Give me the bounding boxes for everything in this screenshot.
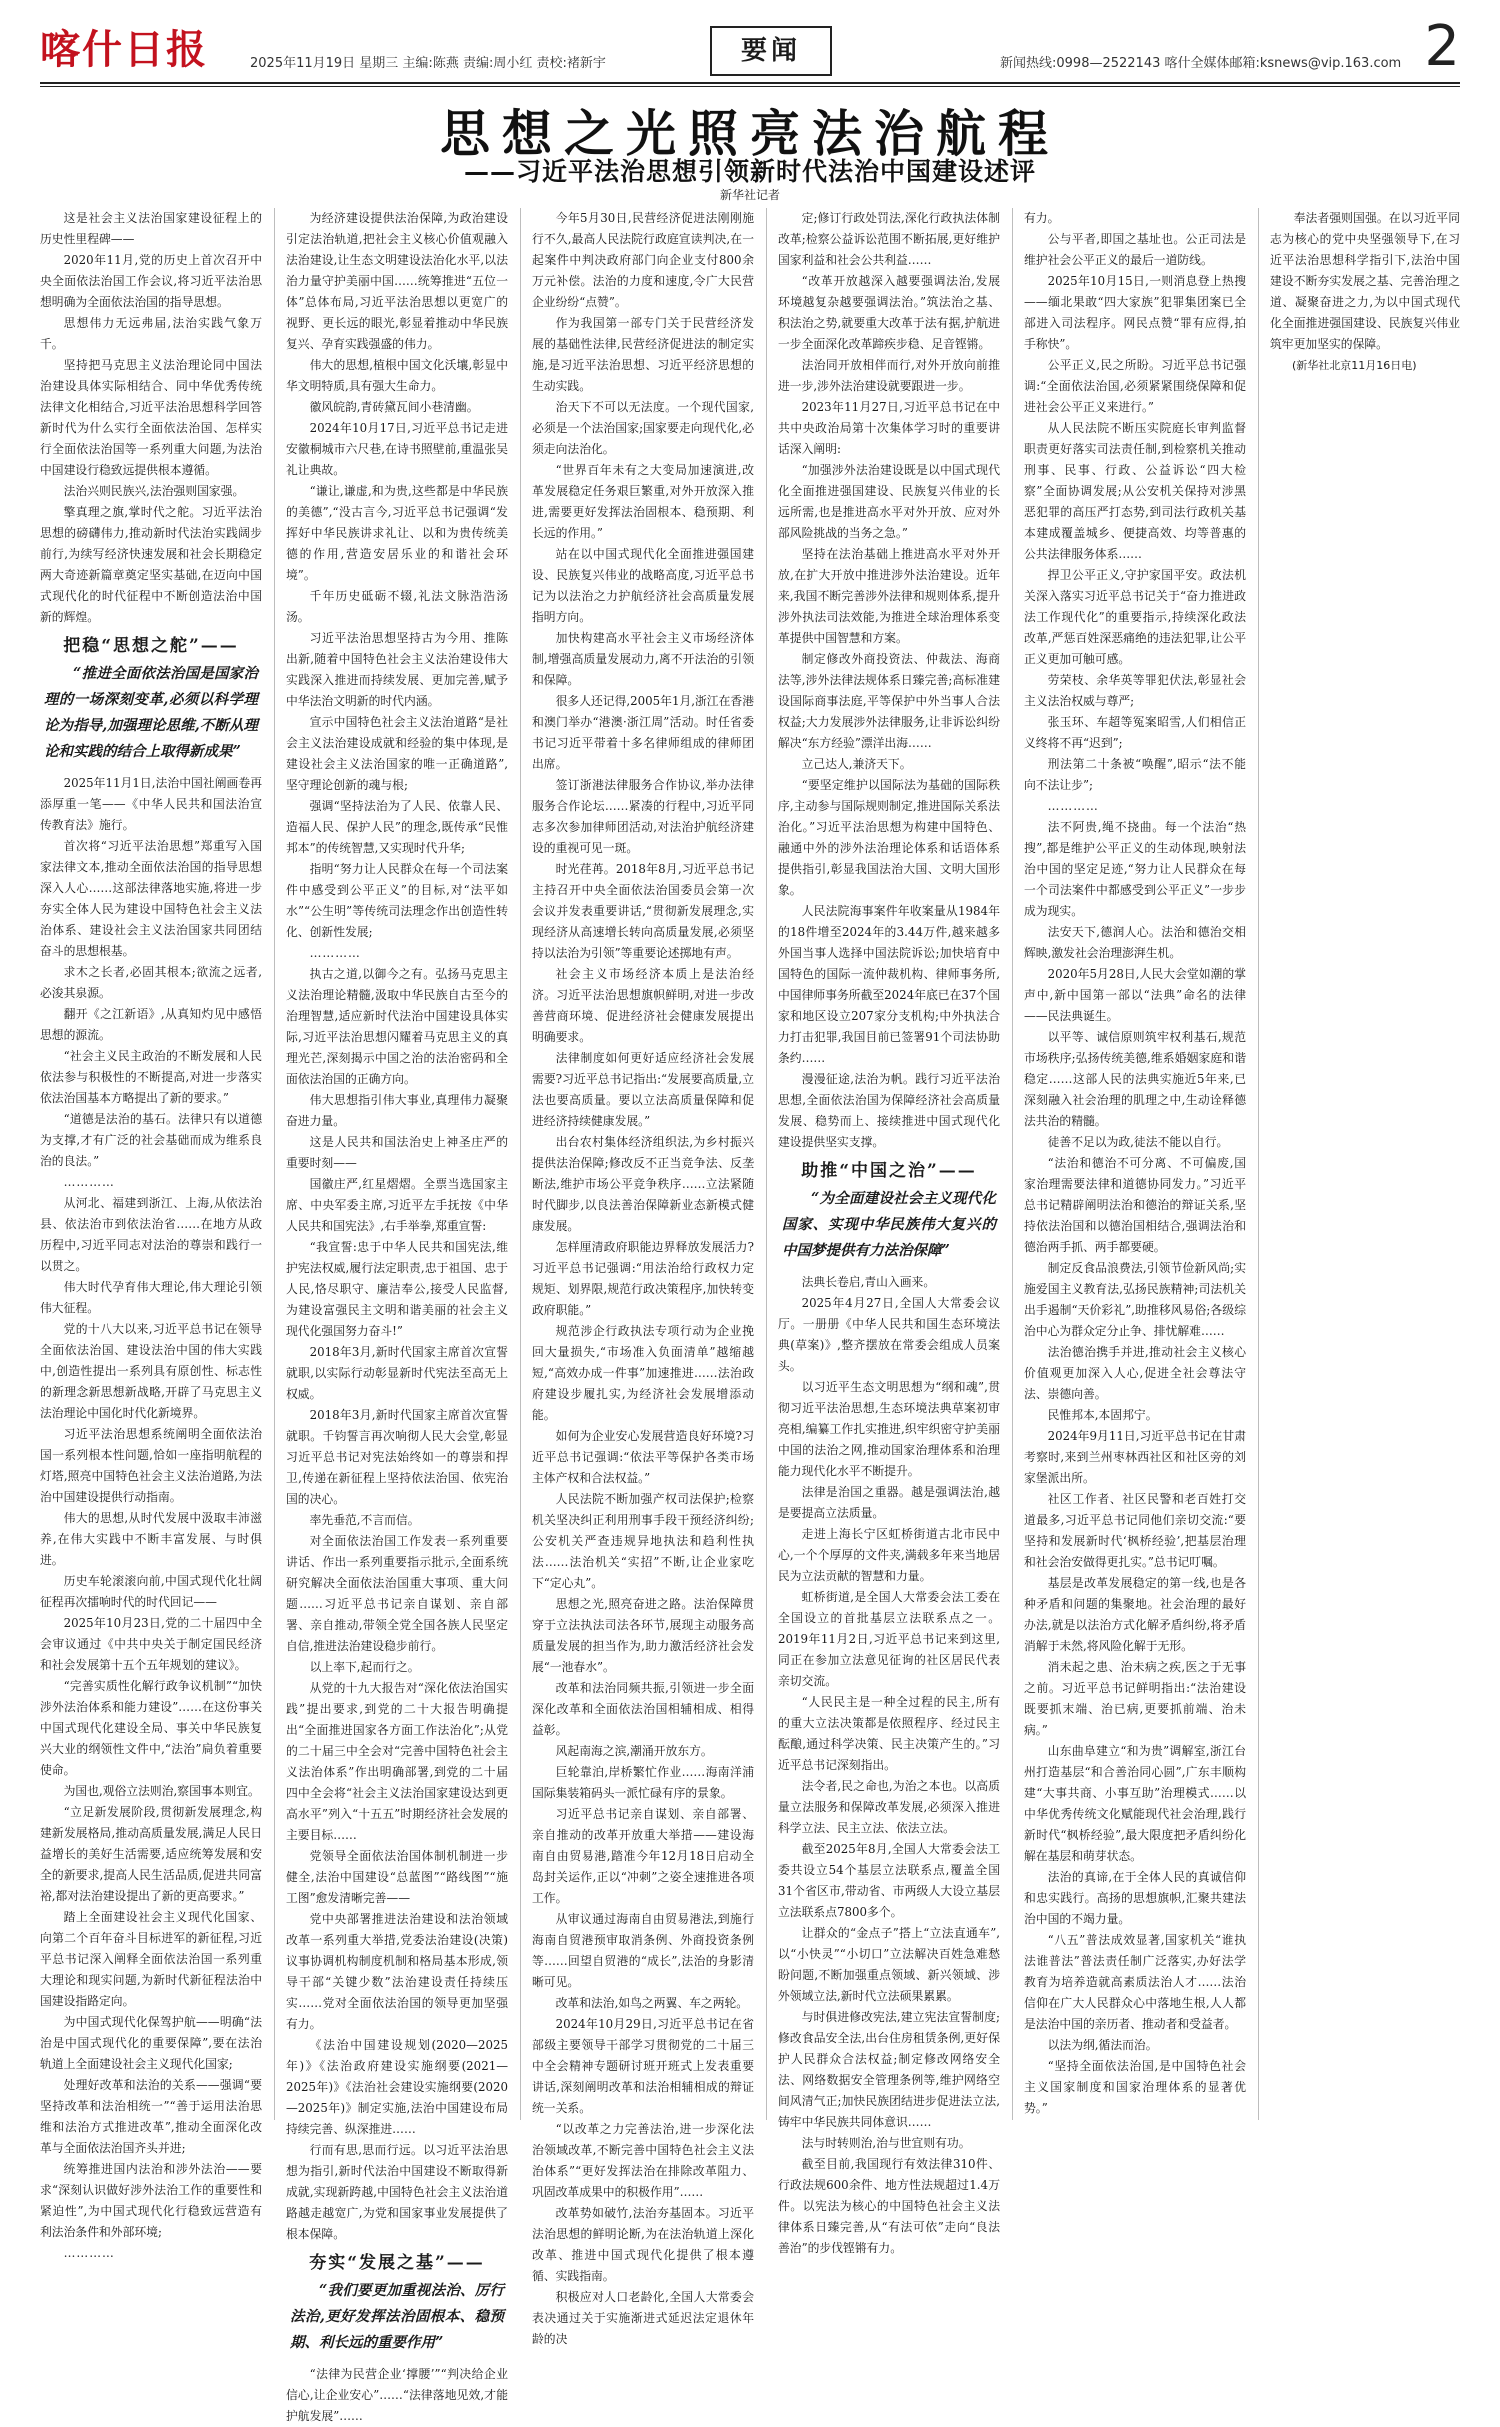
paragraph: 行而有思,思而行远。以习近平法治思想为指引,新时代法治中国建设不断取得新成就,实现新跨越,中国特色社会主义法治道路越走越宽广,为党和国家事业发展提供了根本保障。 (286, 2143, 508, 2241)
paragraph: 2020年5月28日,人民大会堂如潮的掌声中,新中国第一部以“法典”命名的法律——民法典诞生。 (1024, 967, 1246, 1023)
paragraph: 积极应对人口老龄化,全国人大常委会表决通过关于实施渐进式延迟法定退休年龄的决 (532, 2290, 754, 2346)
paragraph: 2024年10月17日,习近平总书记走进安徽桐城市六尺巷,在诗书照壁前,重温张吴礼让典故。 (286, 421, 508, 477)
paragraph: 山东曲阜建立“和为贵”调解室,浙江台州打造基层“和合善治同心圆”,广东丰顺构建“大事共商、小事互助”治理模式……以中华优秀传统文化赋能现代社会治理,践行新时代“枫桥经验”,最大限度把矛盾纠纷化解在基层和萌芽状态。 (1024, 1744, 1246, 1863)
paragraph: 伟大的思想,植根中国文化沃壤,彰显中华文明特质,具有强大生命力。 (286, 358, 508, 393)
column-separator (520, 208, 521, 2120)
paragraph: 漫漫征途,法治为帆。践行习近平法治思想,全面依法治国为保障经济社会高质量发展、稳势而上、接续推进中国式现代化建设提供坚实支撑。 (778, 1072, 1000, 1149)
paragraph: 法典长卷启,青山入画来。 (801, 1275, 936, 1289)
paragraph: 定;修订行政处罚法,深化行政执法体制改革;检察公益诉讼范围不断拓展,更好维护国家利益和社会公共利益…… (778, 211, 1000, 267)
paragraph: 思想之光,照亮奋进之路。法治保障贯穿于立法执法司法各环节,展现主动服务高质量发展的担当作为,助力激活经济社会发展“一池春水”。 (532, 1597, 754, 1674)
paragraph: 人民法院海事案件年收案量从1984年的18件增至2024年的3.44万件,越来越多外国当事人选择中国法院诉讼;加快培育中国特色的国际一流仲裁机构、律师事务所,中国律师事务所截至2024年底已在37个国家和地区设立207家分支机构;中外执法合力打击犯罪,我国目前已签署91个司法协助条约…… (778, 904, 1000, 1065)
paragraph: 千年历史砥砺不辍,礼法文脉浩浩汤汤。 (286, 589, 508, 624)
paragraph: “人民民主是一种全过程的民主,所有的重大立法决策都是依照程序、经过民主酝酿,通过科学决策、民主决策产生的。”习近平总书记深刻指出。 (778, 1695, 1000, 1772)
paragraph: 2020年11月,党的历史上首次召开中央全面依法治国工作会议,将习近平法治思想明确为全面依法治国的指导思想。 (40, 253, 262, 309)
paragraph: 让群众的“金点子”搭上“立法直通车”,以“小快灵”“小切口”立法解决百姓急难愁盼问题,不断加强重点领域、新兴领域、涉外领域立法,新时代立法硕果累累。 (778, 1926, 1000, 2003)
paragraph: 对全面依法治国工作发表一系列重要讲话、作出一系列重要指示批示,全面系统研究解决全面依法治国重大事项、重大问题……习近平总书记亲自谋划、亲自部署、亲自推动,带领全党全国各族人民坚定自信,推进法治建设稳步前行。 (286, 1534, 508, 1653)
paragraph: 规范涉企行政执法专项行动为企业挽回大量损失,“市场准入负面清单”越缩越短,“高效办成一件事”加速推进……法治政府建设步履扎实,为经济社会发展增添动能。 (532, 1324, 754, 1422)
paragraph: 以平等、诚信原则筑牢权利基石,规范市场秩序;弘扬传统美德,维系婚姻家庭和谐稳定……这部人民的法典实施近5年来,已深刻融入社会治理的肌理之中,生动诠释德法共治的精髓。 (1024, 1030, 1246, 1128)
paragraph: 签订浙港法律服务合作协议,举办法律服务合作论坛……紧凑的行程中,习近平同志多次参加律师团活动,对法治护航经济建设的重视可见一斑。 (532, 778, 754, 855)
section-quote: “我们要更加重视法治、厉行法治,更好发挥法治固根本、稳预期、利长远的重要作用” (290, 2282, 504, 2351)
paragraph: 2024年9月11日,习近平总书记在甘肃考察时,来到兰州枣林西社区和社区旁的刘家堡派出所。 (1024, 1429, 1246, 1485)
paragraph: 为国也,观俗立法则治,察国事本则宜。 (63, 1784, 260, 1798)
column-separator (1258, 208, 1259, 2120)
paragraph: 社区工作者、社区民警和老百姓打交道最多,习近平总书记同他们亲切交流:“要坚持和发展新时代‘枫桥经验’,把基层治理和社会治安做得更扎实。”总书记叮嘱。 (1024, 1492, 1246, 1569)
paragraph: 张玉环、车超等冤案昭雪,人们相信正义终将不再“迟到”; (1024, 715, 1246, 750)
paragraph: 2018年3月,新时代国家主席首次宣誓就职。千钧誓言再次响彻人民大会堂,彰显习近平总书记对宪法始终如一的尊崇和捍卫,传递在新征程上坚持依法治国、依宪治国的决心。 (286, 1408, 508, 1506)
paragraph: 刑法第二十条被“唤醒”,昭示“法不能向不法让步”; (1024, 757, 1246, 792)
paragraph: 法治的真谛,在于全体人民的真诚信仰和忠实践行。高扬的思想旗帜,汇聚共建法治中国的不竭力量。 (1024, 1870, 1246, 1926)
article-byline: 新华社记者 (719, 188, 780, 202)
paragraph: 习近平总书记亲自谋划、亲自部署、亲自推动的改革开放重大举措——建设海南自由贸易港,踏准今年12月18日启动全岛封关运作,正以“冲刺”之姿全速推进各项工作。 (532, 1807, 754, 1905)
paragraph: 法治同开放相伴而行,对外开放向前推进一步,涉外法治建设就要跟进一步。 (778, 358, 1000, 393)
paragraph: 改革和法治同频共振,引领进一步全面深化改革和全面依法治国相辅相成、相得益彰。 (532, 1681, 754, 1737)
paragraph: 为经济建设提供法治保障,为政治建设引定法治轨道,把社会主义核心价值观融入法治建设,让生态文明建设法治化水平,以法治力量守护美丽中国……统筹推进“五位一体”总体布局,习近平法治思想以更宽广的视野、更长远的眼光,彰显着推动中华民族复兴、孕育实践强盛的伟力。 (286, 211, 508, 351)
paragraph: 法安天下,德润人心。法治和德治交相辉映,激发社会治理澎湃生机。 (1024, 925, 1246, 960)
paragraph: 踏上全面建设社会主义现代化国家、向第二个百年奋斗目标进军的新征程,习近平总书记深入阐释全面依法治国一系列重大理论和现实问题,为新时代新征程法治中国建设指路定向。 (40, 1910, 262, 2008)
paragraph: “要坚定维护以国际法为基础的国际秩序,主动参与国际规则制定,推进国际关系法治化。”习近平法治思想为构建中国特色、融通中外的涉外法治理论体系和话语体系提供指引,彰显我国法治大国、文明大国形象。 (778, 778, 1000, 897)
paragraph: “世界百年未有之大变局加速演进,改革发展稳定任务艰巨繁重,对外开放深入推进,需要更好发挥法治固根本、稳预期、利长远的作用。” (532, 463, 754, 540)
paragraph: 改革势如破竹,法治夯基固本。习近平法治思想的鲜明论断,为在法治轨道上深化改革、推进中国式现代化提供了根本遵循、实践指南。 (532, 2206, 754, 2283)
paragraph: 这是社会主义法治国家建设征程上的历史性里程碑—— (40, 211, 262, 246)
paragraph: 如何为企业安心发展营造良好环境?习近平总书记强调:“依法平等保护各类市场主体产权和合法权益。” (532, 1429, 754, 1485)
column-separator (274, 208, 275, 2120)
paragraph: 徒善不足以为政,徒法不能以自行。 (1047, 1135, 1229, 1149)
section-title: 助推“中国之治”—— (801, 1161, 977, 1181)
paragraph: 率先垂范,不言而信。 (309, 1513, 420, 1527)
paragraph: 历史车轮滚滚向前,中国式现代化壮阔征程再次擂响时代的时代回记—— (40, 1574, 262, 1609)
column-4 (778, 208, 1000, 2255)
paragraph: 《法治中国建设规划(2020—2025年)》《法治政府建设实施纲要(2021—2025年)》《法治社会建设实施纲要(2020—2025年)》制定实施,法治中国建设布局持续完善、纵深推进…… (286, 2038, 508, 2136)
paragraph: 执古之道,以御今之有。弘扬马克思主义法治理论精髓,汲取中华民族自古至今的治理智慧,适应新时代法治中国建设具体实际,习近平法治思想闪耀着马克思主义的真理光芒,深刻揭示中国之治的法治密码和全面依法治国的正确方向。 (286, 967, 508, 1086)
paragraph: 截至2025年8月,全国人大常委会法工委共设立54个基层立法联系点,覆盖全国31个省区市,带动省、市两级人大设立基层立法联系点7800多个。 (778, 1842, 1000, 1919)
paragraph: 思想伟力无远弗届,法治实践气象万千。 (40, 316, 262, 351)
paragraph: 党的十八大以来,习近平总书记在领导全面依法治国、建设法治中国的伟大实践中,创造性提出一系列具有原创性、标志性的新理念新思想新战略,开辟了马克思主义法治理论中国化时代化新境界。 (40, 1322, 262, 1420)
paragraph: 伟大时代孕育伟大理论,伟大理论引领伟大征程。 (40, 1280, 262, 1315)
paragraph: 统筹推进国内法治和涉外法治——要求“深刻认识做好涉外法治工作的重要性和紧迫性”,为中国式现代化行稳致远营造有利法治条件和外部环境; (40, 2162, 262, 2239)
paragraph: 强调“坚持法治为了人民、依靠人民、造福人民、保护人民”的理念,既传承“民惟邦本”的传统智慧,又实现时代升华; (286, 799, 508, 855)
paragraph: 走进上海长宁区虹桥街道古北市民中心,一个个厚厚的文件夹,满载多年来当地居民为立法贡献的智慧和力量。 (778, 1527, 1000, 1583)
paragraph: 法与时转则治,治与世宜则有功。 (801, 2136, 971, 2150)
paragraph: 法令者,民之命也,为治之本也。以高质量立法服务和保障改革发展,必须深入推进科学立法、民主立法、依法立法。 (778, 1779, 1000, 1835)
paragraph: 以上率下,起而行之。 (309, 1660, 420, 1674)
paragraph: 劳荣枝、余华英等罪犯伏法,彰显社会主义法治权威与尊严; (1024, 673, 1246, 708)
paragraph: 虹桥街道,是全国人大常委会法工委在全国设立的首批基层立法联系点之一。2019年11月2日,习近平总书记来到这里,同正在参加立法意见征询的社区居民代表亲切交流。 (778, 1590, 1000, 1688)
paragraph: 党中央部署推进法治建设和法治领域改革一系列重大举措,党委法治建设(决策)议事协调机构制度机制和格局基本形成,领导干部“关键少数”法治建设责任持续压实……党对全面依法治国的领导更加坚强有力。 (286, 1912, 508, 2031)
paragraph: “社会主义民主政治的不断发展和人民依法参与积极性的不断提高,对进一步落实依法治国基本方略提出了新的要求。” (40, 1049, 262, 1105)
paragraph: 人民法院不断加强产权司法保护;检察机关坚决纠正利用刑事手段干预经济纠纷;公安机关严查违规异地执法和趋利性执法……法治机关“实招”不断,让企业家吃下“定心丸”。 (532, 1492, 754, 1590)
paragraph: 立己达人,兼济天下。 (801, 757, 912, 771)
paragraph: 从党的十九大报告对“深化依法治国实践”提出要求,到党的二十大报告明确提出“全面推进国家各方面工作法治化”;从党的二十届三中全会对“完善中国特色社会主义法治体系”作出明确部署,到党的二十届四中全会将“社会主义法治国家建设达到更高水平”列入“十五五”时期经济社会发展的主要目标…… (286, 1681, 508, 1842)
paragraph: 法律制度如何更好适应经济社会发展需要?习近平总书记指出:“发展要高质量,立法也要高质量。要以立法高质量保障和促进经济持续健康发展。” (532, 1051, 754, 1128)
article-body (40, 208, 1460, 2423)
paragraph: (新华社北京11月16日电) (1292, 359, 1417, 372)
section-quote: “为全面建设社会主义现代化国家、实现中华民族伟大复兴的中国梦提供有力法治保障” (782, 1190, 996, 1259)
paragraph: “改革开放越深入越要强调法治,发展环境越复杂越要强调法治。”筑法治之基、积法治之势,就要重大改革于法有据,护航进一步全面深化改革蹄疾步稳、足音铿锵。 (778, 274, 1000, 351)
paragraph: 时光荏苒。2018年8月,习近平总书记主持召开中央全面依法治国委员会第一次会议并发表重要讲话,“贯彻新发展理念,实现经济从高速增长转向高质量发展,必须坚持以法治为引领”等重要论述掷地有声。 (532, 862, 754, 960)
paragraph: 2018年3月,新时代国家主席首次宣誓就职,以实际行动彰显新时代宪法至高无上权威。 (286, 1345, 508, 1401)
paragraph: 捍卫公平正义,守护家国平安。政法机关深入落实习近平总书记关于“奋力推进政法工作现代化”的重要指示,持续深化政法改革,严惩百姓深恶痛绝的违法犯罪,让公平正义更加可触可感。 (1024, 568, 1246, 666)
paragraph: 法治兴则民族兴,法治强则国家强。 (63, 484, 245, 498)
paragraph: “八五”普法成效显著,国家机关“谁执法谁普法”普法责任制广泛落实,办好法学教育为培养造就高素质法治人才……法治信仰在广大人民群众心中落地生根,人人都是法治中国的亲历者、推动者和受益者。 (1024, 1933, 1246, 2031)
paragraph: 制定反食品浪费法,引领节俭新风尚;实施爱国主义教育法,弘扬民族精神;司法机关出手遏制“天价彩礼”,助推移风易俗;各级综治中心为群众定分止争、排忧解难…… (1024, 1261, 1246, 1338)
paragraph: “坚持全面依法治国,是中国特色社会主义国家制度和国家治理体系的显著优势。” (1024, 2059, 1246, 2115)
newspaper-logo: 喀什日报 (40, 26, 208, 73)
paragraph: 2025年10月15日,一则消息登上热搜——缅北果敢“四大家族”犯罪集团案已全部进入司法程序。网民点赞“罪有应得,拍手称快”。 (1024, 274, 1246, 351)
paragraph: 2025年4月27日,全国人大常委会议厅。一册册《中华人民共和国生态环境法典(草案)》,整齐摆放在常委会组成人员案头。 (778, 1296, 1000, 1373)
paragraph: 2024年10月29日,习近平总书记在省部级主要领导干部学习贯彻党的二十届三中全会精神专题研讨班开班式上发表重要讲话,深刻阐明改革和法治相辅相成的辩证统一关系。 (532, 2017, 754, 2115)
paragraph: 消未起之患、治未病之疾,医之于无事之前。习近平总书记鲜明指出:“法治建设既要抓末端、治已病,更要抓前端、治未病。” (1024, 1660, 1246, 1737)
paragraph: 今年5月30日,民营经济促进法刚刚施行不久,最高人民法院行政庭宣读判决,在一起案件中判决政府部门向企业支付800余万元补偿。法治的力度和速度,令广大民营企业纷纷“点赞”。 (532, 211, 754, 309)
masthead (40, 14, 1460, 80)
paragraph: 坚持把马克思主义法治理论同中国法治建设具体实际相结合、同中华优秀传统法律文化相结合,习近平法治思想科学回答新时代为什么实行全面依法治国、怎样实行全面依法治国等一系列重大问题,为法治中国建设行稳致远提供根本遵循。 (40, 358, 262, 477)
top-rule-thin (40, 86, 1460, 87)
column-separator (1012, 208, 1013, 2120)
paragraph: 以法为纲,循法而治。 (1047, 2038, 1158, 2052)
paragraph: “以改革之力完善法治,进一步深化法治领域改革,不断完善中国特色社会主义法治体系”“更好发挥法治在排除改革阻力、巩固改革成果中的积极作用”…… (532, 2122, 754, 2199)
column-3 (532, 208, 754, 2346)
page-number: 2 (1424, 14, 1460, 79)
paragraph: 宣示中国特色社会主义法治道路“是社会主义法治建设成就和经验的集中体现,是建设社会主义法治国家的唯一正确道路”,坚守理论创新的魂与根; (286, 715, 508, 792)
paragraph: 作为我国第一部专门关于民营经济发展的基础性法律,民营经济促进法的制定实施,是习近平法治思想、习近平经济思想的生动实践。 (532, 316, 754, 393)
contact-info: 新闻热线:0998—2522143 喀什全媒体邮箱:ksnews@vip.163.com (1000, 56, 1402, 71)
paragraph: 站在以中国式现代化全面推进强国建设、民族复兴伟业的战略高度,习近平总书记为以法治之力护航经济社会高质量发展指明方向。 (532, 547, 754, 624)
paragraph: 2025年10月23日,党的二十届四中全会审议通过《中共中央关于制定国民经济和社会发展第十五个五年规划的建议》。 (40, 1616, 262, 1672)
column-2 (286, 208, 508, 2423)
paragraph: 很多人还记得,2005年1月,浙江在香港和澳门举办“港澳·浙江周”活动。时任省委书记习近平带着十多名律师组成的律师团出席。 (532, 694, 754, 771)
paragraph: 擎真理之旗,掌时代之舵。习近平法治思想的磅礴伟力,推动新时代法治实践阔步前行,为续写经济快速发展和社会长期稳定两大奇迹新篇章奠定坚实基础,在迈向中国式现代化的时代征程中不断创造法治中国新的辉煌。 (40, 505, 262, 624)
paragraph: “法治和德治不可分离、不可偏废,国家治理需要法律和道德协同发力。”习近平总书记精辟阐明法治和德治的辩证关系,坚持依法治国和以德治国相结合,强调法治和德治两手抓、两手都要硬。 (1024, 1156, 1246, 1254)
paragraph: 法治德治携手并进,推动社会主义核心价值观更加深入人心,促进全社会尊法守法、崇德向善。 (1024, 1345, 1246, 1401)
paragraph: 奉法者强则国强。在以习近平同志为核心的党中央坚强领导下,在习近平法治思想科学指引下,法治中国建设不断夯实发展之基、完善治理之道、凝聚奋进之力,为以中国式现代化全面推进强国建设、民族复兴伟业筑牢更加坚实的保障。 (1270, 211, 1460, 351)
paragraph: 以习近平生态文明思想为“纲和魂”,贯彻习近平法治思想,生态环境法典草案初审亮相,编纂工作扎实推进,织牢织密守护美丽中国的法治之网,推动国家治理体系和治理能力现代化水平不断提升。 (778, 1380, 1000, 1478)
paragraph: “我宣誓:忠于中华人民共和国宪法,维护宪法权威,履行法定职责,忠于祖国、忠于人民,恪尽职守、廉洁奉公,接受人民监督,为建设富强民主文明和谐美丽的社会主义现代化强国努力奋斗!” (286, 1240, 508, 1338)
paragraph: 加快构建高水平社会主义市场经济体制,增强高质量发展动力,离不开法治的引领和保障。 (532, 631, 754, 687)
paragraph: “谦让,谦虚,和为贵,这些都是中华民族的美德”,“没古言今,习近平总书记强调“发挥好中华民族讲求礼让、以和为贵传统美德的作用,营造安居乐业的和谐社会环境”。 (286, 484, 508, 582)
ellipsis: ………… (63, 2246, 115, 2260)
ellipsis: ………… (309, 946, 361, 960)
paragraph: 公平正义,民之所盼。习近平总书记强调:“全面依法治国,必须紧紧围绕保障和促进社会公平正义来进行。” (1024, 358, 1246, 414)
paragraph: 改革和法治,如鸟之两翼、车之两轮。 (555, 1996, 749, 2010)
paragraph: 出台农村集体经济组织法,为乡村振兴提供法治保障;修改反不正当竞争法、反垄断法,维护市场公平竞争秩序……立法紧随时代脚步,以良法善治保障新业态新模式健康发展。 (532, 1135, 754, 1233)
paragraph: 制定修改外商投资法、仲裁法、海商法等,涉外法律法规体系日臻完善;高标准建设国际商事法庭,平等保护中外当事人合法权益;大力发展涉外法律服务,让非诉讼纠纷解决“东方经验”漂洋出海…… (778, 652, 1000, 750)
paragraph: 习近平法治思想系统阐明全面依法治国一系列根本性问题,恰如一座指明航程的灯塔,照亮中国特色社会主义法治道路,为法治中国建设提供行动指南。 (40, 1427, 262, 1504)
paragraph: “加强涉外法治建设既是以中国式现代化全面推进强国建设、民族复兴伟业的长远所需,也是推进高水平对外开放、应对外部风险挑战的当务之急。” (778, 463, 1000, 540)
paragraph: 与时俱进修改宪法,建立宪法宣誓制度;修改食品安全法,出台住房租赁条例,更好保护人民群众合法权益;制定修改网络安全法、网络数据安全管理条例等,维护网络空间风清气正;加快民族团结进步促进法立法,铸牢中华民族共同体意识…… (778, 2010, 1000, 2129)
paragraph: 习近平法治思想坚持古为今用、推陈出新,随着中国特色社会主义法治建设伟大实践深入推进而持续发展、更加完善,赋予中华法治文明新的时代内涵。 (286, 631, 508, 708)
paragraph: 法不阿贵,绳不挠曲。每一个法治“热搜”,都是维护公平正义的生动体现,映射法治中国的坚定足迹,“努力让人民群众在每一个司法案件中都感受到公平正义”一步步成为现实。 (1024, 820, 1246, 918)
column-5 (1024, 208, 1246, 2120)
article-headline: 思想之光照亮法治航程 (440, 104, 1060, 163)
paragraph: 徽风皖韵,青砖黛瓦间小巷清幽。 (309, 400, 479, 414)
section-label: 要闻 (710, 26, 832, 76)
paragraph: 从审议通过海南自由贸易港法,到施行海南自贸港预审取消条例、外商投资条例等……回望自贸港的“成长”,法治的身影清晰可见。 (532, 1912, 754, 1989)
section-quote: “推进全面依法治国是国家治理的一场深刻变革,必须以科学理论为指导,加强理论思维,不断从理论和实践的结合上取得新成果” (44, 665, 258, 760)
article-subheadline: ——习近平法治思想引领新时代法治中国建设述评 (463, 157, 1036, 186)
paragraph: 从河北、福建到浙江、上海,从依法治县、依法治市到依法治省……在地方从政历程中,习近平同志对法治的尊崇和践行一以贯之。 (40, 1196, 262, 1273)
paragraph: 党领导全面依法治国体制机制进一步健全,法治中国建设“总蓝图”“路线图”“施工图”愈发清晰完善—— (286, 1849, 508, 1905)
paragraph: 从人民法院不断压实院庭长审判监督职责更好落实司法责任制,到检察机关推动刑事、民事、行政、公益诉讼“四大检察”全面协调发展;从公安机关保持对涉黑恶犯罪的高压严打态势,到司法行政机关基本建成覆盖城乡、便捷高效、均等普惠的公共法律服务体系…… (1024, 421, 1246, 561)
paragraph: 首次将“习近平法治思想”郑重写入国家法律文本,推动全面依法治国的指导思想深入人心……这部法律落地实施,将进一步夯实全体人民为建设中国特色社会主义法治体系、建设社会主义法治国家共同团结奋斗的思想根基。 (40, 839, 262, 958)
top-rule (40, 82, 1460, 84)
column-6 (1270, 208, 1460, 2120)
column-separator (766, 208, 767, 2120)
paragraph: “完善实质性化解行政争议机制”“加快涉外法治体系和能力建设”……在这份事关中国式现代化建设全局、事关中华民族复兴大业的纲领性文件中,“法治”扃负着重要使命。 (40, 1679, 262, 1777)
paragraph: “法律为民营企业‘撑腰’”“判决给企业信心,让企业安心”……“法律落地见效,才能护航发展”…… (286, 2367, 508, 2423)
paragraph: 截至目前,我国现行有效法律310件、行政法规600余件、地方性法规超过1.4万件。以宪法为核心的中国特色社会主义法律体系日臻完善,从“有法可依”走向“良法善治”的步伐铿锵有力。 (778, 2157, 1000, 2255)
issue-info: 2025年11月19日 星期三 主编:陈燕 责编:周小红 责校:褚新宇 (250, 56, 606, 71)
paragraph: 有力。 (1024, 211, 1060, 225)
paragraph: 坚持在法治基础上推进高水平对外开放,在扩大开放中推进涉外法治建设。近年来,我国不断完善涉外法律和规则体系,提升涉外执法司法效能,为推进全球治理体系变革提供中国智慧和方案。 (778, 547, 1000, 645)
paragraph: 求木之长者,必固其根本;欲流之远者,必浚其泉源。 (40, 965, 262, 1000)
section-title: 把稳“思想之舵”—— (63, 636, 239, 656)
paragraph: 为中国式现代化保驾护航——明确“法治是中国式现代化的重要保障”,要在法治轨道上全面建设社会主义现代化国家; (40, 2015, 262, 2071)
paragraph: 2023年11月27日,习近平总书记在中共中央政治局第十次集体学习时的重要讲话深入阐明: (778, 400, 1000, 456)
ellipsis: ………… (1047, 799, 1099, 813)
paragraph: 风起南海之滨,潮涌开放东方。 (555, 1744, 713, 1758)
paragraph: 社会主义市场经济本质上是法治经济。习近平法治思想旗帜鲜明,对进一步改善营商环境、促进经济社会健康发展提出明确要求。 (532, 967, 754, 1044)
paragraph: 治天下不可以无法度。一个现代国家,必须是一个法治国家;国家要走向现代化,必须走向法治化。 (532, 400, 754, 456)
ellipsis: ………… (63, 1175, 115, 1189)
paragraph: 公与平者,即国之基址也。公正司法是维护社会公平正义的最后一道防线。 (1024, 232, 1246, 267)
paragraph: 怎样厘清政府职能边界释放发展活力?习近平总书记强调:“用法治给行政权力定规矩、划界限,规范行政决策程序,加快转变政府职能。” (532, 1240, 754, 1317)
paragraph: “道德是法治的基石。法律只有以道德为支撑,才有广泛的社会基础而成为维系良治的良法。” (40, 1112, 262, 1168)
column-1 (40, 208, 262, 2260)
paragraph: 民惟邦本,本固邦宁。 (1047, 1408, 1158, 1422)
paragraph: 伟大的思想,从时代发展中汲取丰沛滋养,在伟大实践中不断丰富发展、与时俱进。 (40, 1511, 262, 1567)
section-title: 夯实“发展之基”—— (309, 2253, 485, 2273)
paragraph: “立足新发展阶段,贯彻新发展理念,构建新发展格局,推动高质量发展,满足人民日益增长的美好生活需要,适应统筹发展和安全的新要求,提高人民生活品质,促进共同富裕,都对法治建设提出了新的更高要求。” (40, 1805, 262, 1903)
paragraph: 国徽庄严,红星熠熠。全票当选国家主席、中央军委主席,习近平左手抚按《中华人民共和国宪法》,右手举拳,郑重宣誓: (286, 1177, 508, 1233)
paragraph: 2025年11月1日,法治中国社阐画卷再添厚重一笔——《中华人民共和国法治宣传教育法》施行。 (40, 776, 262, 832)
paragraph: 处理好改革和法治的关系——强调“要坚持改革和法治相统一”“善于运用法治思维和法治方式推进改革”,推动全面深化改革与全面依法治国齐头并进; (40, 2078, 262, 2155)
paragraph: 巨轮靠泊,岸桥繁忙作业……海南洋浦国际集装箱码头一派忙碌有序的景象。 (532, 1765, 754, 1800)
paragraph: 法律是治国之重器。越是强调法治,越是要提高立法质量。 (778, 1485, 1000, 1520)
paragraph: 伟大思想指引伟大事业,真理伟力凝聚奋进力量。 (286, 1093, 508, 1128)
paragraph: 翻开《之江新语》,从真知灼见中感悟思想的源流。 (40, 1007, 262, 1042)
paragraph: 这是人民共和国法治史上神圣庄严的重要时刻—— (286, 1135, 508, 1170)
paragraph: 基层是改革发展稳定的第一线,也是各种矛盾和问题的集聚地。社会治理的最好办法,就是以法治方式化解矛盾纠纷,将矛盾消解于未然,将风险化解于无形。 (1024, 1576, 1246, 1653)
paragraph: 指明“努力让人民群众在每一个司法案件中感受到公平正义”的目标,对“法平如水”“公生明”等传统司法理念作出创造性转化、创新性发展; (286, 862, 508, 939)
